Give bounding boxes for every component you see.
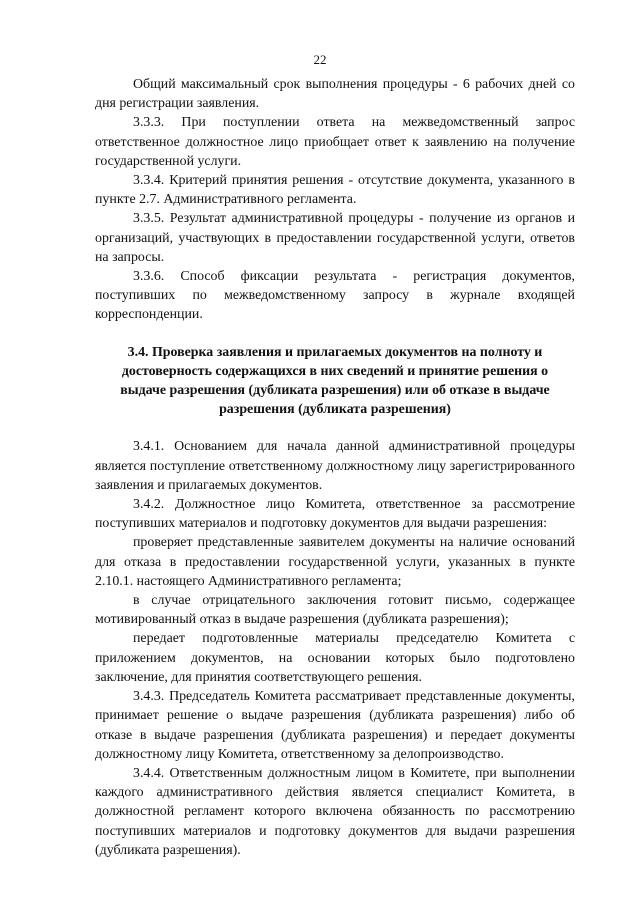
list-item-transfer-materials: передает подготовленные материалы председателю Комитета с приложением документов, на основании которых было подготовлено заключение, для принятия соответствующего решения. [95, 631, 575, 685]
section-heading-3-4: 3.4. Проверка заявления и прилагаемых документов на полноту и достоверность содержащихся в них сведений и принятие решения о выдаче разрешения (дубликата разрешения) или об отказе в выдаче разрешения (дубликата разрешения) [120, 344, 550, 418]
paragraph-3-3-6: 3.3.6. Способ фиксации результата - регистрация документов, поступивших по межведомственному запросу в журнале входящей корреспонденции. [95, 269, 575, 323]
paragraph-3-4-4: 3.4.4. Ответственным должностным лицом в Комитете, при выполнении каждого административного действия является специалист Комитета, в должностной регламент которого включена обязанность по рассмотрению поступивших материалов и подготовку документов для выдачи разрешения (дубликата разрешения). [95, 765, 575, 858]
page-number: 22 [313, 52, 327, 67]
paragraph-3-4-3: 3.4.3. Председатель Комитета рассматривает представленные документы, принимает решение о выдаче разрешения (дубликата разрешения) либо об отказе в выдаче разрешения (дубликата разрешения) и передает документы должностному лицу Комитета, ответственному за делопроизводство. [95, 689, 575, 762]
paragraph-3-3-5: 3.3.5. Результат административной процедуры - получение из органов и организаций, участвующих в предоставлении государственной услуги, ответов на запросы. [95, 211, 575, 265]
list-item-refusal-letter: в случае отрицательного заключения готовит письмо, содержащее мотивированный отказ в выдаче разрешения (дубликата разрешения); [95, 593, 575, 628]
paragraph-3-4-1: 3.4.1. Основанием для начала данной административной процедуры является поступление ответственному должностному лицу зарегистрированного заявления и прилагаемых документов. [95, 439, 575, 493]
document-body [95, 75, 575, 860]
paragraph-max-term: Общий максимальный срок выполнения процедуры - 6 рабочих дней со дня регистрации заявления. [95, 77, 575, 112]
paragraph-3-3-4: 3.3.4. Критерий принятия решения - отсутствие документа, указанного в пункте 2.7. Административного регламента. [95, 173, 575, 208]
list-item-check-documents: проверяет представленные заявителем документы на наличие оснований для отказа в предоставлении государственной услуги, указанных в пункте 2.10.1. настоящего Административного регламента; [95, 535, 575, 589]
paragraph-3-4-2: 3.4.2. Должностное лицо Комитета, ответственное за рассмотрение поступивших материалов и подготовку документов для выдачи разрешения: [95, 497, 575, 532]
paragraph-3-3-3: 3.3.3. При поступлении ответа на межведомственный запрос ответственное должностное лицо приобщает ответ к заявлению на получение государственной услуги. [95, 115, 575, 169]
